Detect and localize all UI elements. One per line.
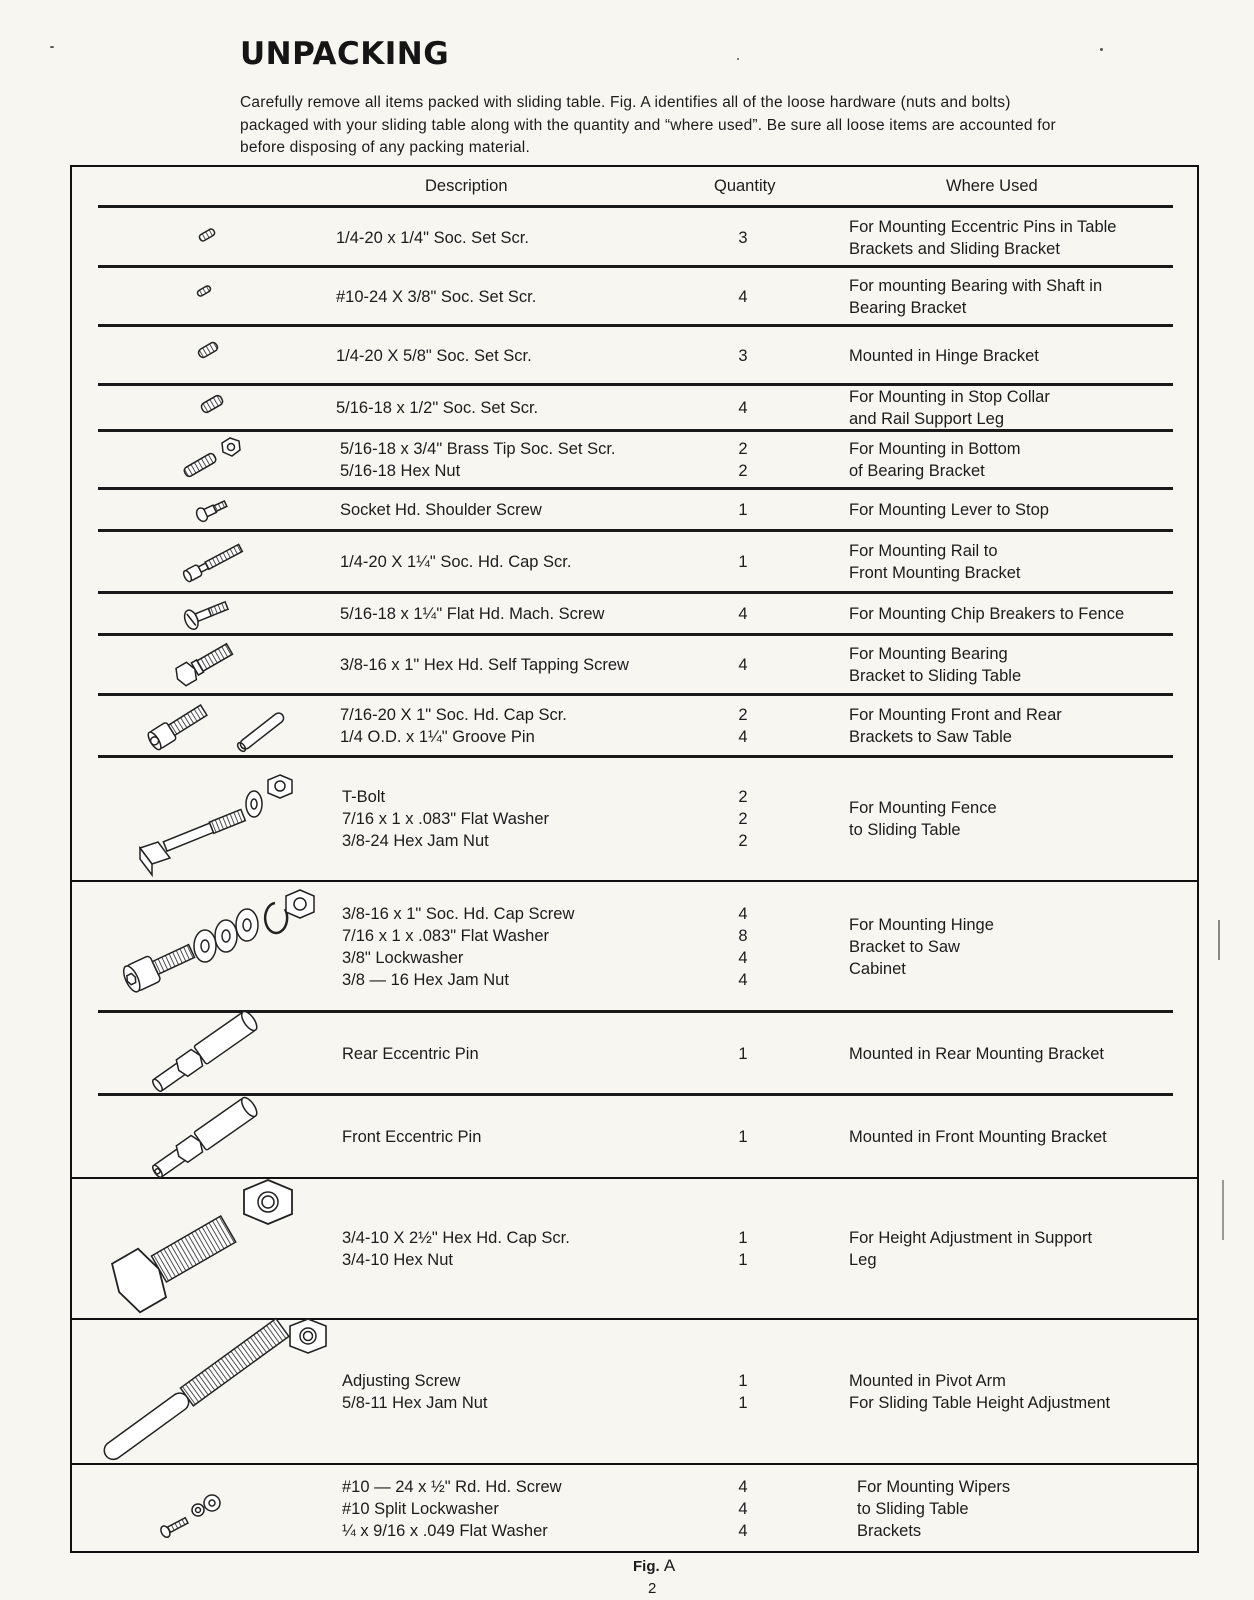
description-cell-line: 5/16-18 x 1¼" Flat Hd. Mach. Screw bbox=[340, 605, 605, 623]
where-used-cell bbox=[849, 345, 1039, 367]
quantity-cell bbox=[723, 1476, 763, 1542]
where-used-cell bbox=[849, 603, 1124, 625]
where-used-cell-line: For Mounting Bearing bbox=[849, 645, 1008, 663]
where-used-cell-line: For Mounting in Bottom bbox=[849, 440, 1021, 458]
quantity-cell-line: 4 bbox=[738, 970, 748, 989]
where-used-cell bbox=[849, 1126, 1107, 1148]
description-cell-line: 3/8 — 16 Hex Jam Nut bbox=[342, 970, 509, 989]
where-used-cell-line: For mounting Bearing with Shaft in bbox=[849, 277, 1103, 295]
quantity-cell bbox=[723, 345, 763, 367]
description-cell-line: 7/16 x 1 x .083" Flat Washer bbox=[342, 810, 550, 828]
where-used-cell-line: Mounted in Hinge Bracket bbox=[849, 347, 1039, 365]
row-divider bbox=[98, 1093, 1173, 1096]
where-used-cell-line: to Sliding Table bbox=[849, 821, 961, 839]
where-used-cell-line: For Mounting Eccentric Pins in Table bbox=[849, 218, 1117, 236]
description-cell bbox=[336, 345, 532, 367]
where-used-cell-line: Brackets bbox=[857, 1522, 922, 1540]
description-cell bbox=[340, 551, 571, 573]
row-divider bbox=[98, 324, 1173, 327]
figure-prefix: Fig. bbox=[633, 1558, 660, 1575]
quantity-cell bbox=[723, 397, 763, 419]
where-used-cell-line: Mounted in Front Mounting Bracket bbox=[849, 1127, 1107, 1146]
description-cell bbox=[342, 1476, 562, 1542]
where-used-cell bbox=[849, 704, 1062, 748]
description-cell-line: 1/4-20 X 5/8" Soc. Set Scr. bbox=[336, 347, 532, 365]
description-cell bbox=[340, 499, 542, 521]
description-cell-line: 3/4-10 X 2½" Hex Hd. Cap Scr. bbox=[342, 1228, 570, 1247]
page-number: 2 bbox=[648, 1580, 657, 1597]
quantity-cell bbox=[723, 1126, 763, 1148]
description-cell-line: 3/8-16 x 1" Soc. Hd. Cap Screw bbox=[342, 904, 575, 923]
quantity-cell-line: 1 bbox=[738, 501, 748, 519]
where-used-cell-line: For Mounting Fence bbox=[849, 799, 997, 817]
quantity-cell-line: 4 bbox=[738, 1500, 748, 1518]
where-used-cell-line: Cabinet bbox=[849, 959, 906, 978]
figure-caption bbox=[633, 1556, 675, 1576]
row-divider bbox=[98, 205, 1173, 208]
where-used-cell-line: For Mounting Front and Rear bbox=[849, 706, 1062, 724]
row-divider bbox=[72, 1177, 1197, 1179]
where-used-cell-line: For Mounting Hinge bbox=[849, 915, 994, 934]
quantity-cell-line: 4 bbox=[738, 728, 748, 746]
where-used-cell bbox=[849, 499, 1049, 521]
where-used-cell bbox=[857, 1476, 1010, 1542]
row-divider bbox=[98, 693, 1173, 696]
where-used-cell bbox=[849, 1227, 1092, 1271]
description-cell-line: ¼ x 9/16 x .049 Flat Washer bbox=[342, 1522, 548, 1540]
where-used-cell-line: to Sliding Table bbox=[857, 1500, 969, 1518]
description-cell-line: 7/16 x 1 x .083" Flat Washer bbox=[342, 926, 550, 945]
quantity-cell-line: 3 bbox=[738, 347, 748, 365]
row-divider bbox=[72, 1463, 1197, 1465]
description-cell bbox=[336, 227, 529, 249]
quantity-cell bbox=[723, 286, 763, 308]
description-cell bbox=[342, 1227, 570, 1271]
where-used-cell-line: For Height Adjustment in Support bbox=[849, 1228, 1093, 1247]
description-cell-line: 1/4 O.D. x 1¼" Groove Pin bbox=[340, 728, 535, 746]
quantity-cell bbox=[723, 654, 763, 676]
description-cell-line: Front Eccentric Pin bbox=[342, 1127, 482, 1146]
description-cell-line: T-Bolt bbox=[342, 788, 386, 806]
where-used-cell-line: Brackets to Saw Table bbox=[849, 728, 1012, 746]
where-used-cell bbox=[849, 540, 1021, 584]
where-used-cell-line: For Mounting Rail to bbox=[849, 542, 998, 560]
description-cell bbox=[342, 786, 549, 852]
quantity-cell-line: 1 bbox=[738, 1044, 748, 1063]
quantity-cell bbox=[723, 603, 763, 625]
where-used-cell bbox=[849, 1043, 1104, 1065]
quantity-cell-line: 1 bbox=[738, 1393, 748, 1412]
where-used-cell-line: For Mounting Chip Breakers to Fence bbox=[849, 605, 1125, 623]
description-cell bbox=[342, 1043, 479, 1065]
description-cell bbox=[336, 397, 538, 419]
description-cell bbox=[340, 654, 629, 676]
description-cell bbox=[340, 704, 567, 748]
quantity-cell-line: 2 bbox=[738, 832, 748, 850]
quantity-cell-line: 4 bbox=[738, 399, 748, 417]
quantity-cell-line: 2 bbox=[738, 462, 748, 480]
description-cell-line: 5/16-18 x 1/2" Soc. Set Scr. bbox=[336, 399, 539, 417]
row-divider bbox=[72, 1318, 1197, 1320]
quantity-cell-line: 4 bbox=[738, 605, 748, 623]
header-quantity: Quantity bbox=[714, 177, 776, 195]
quantity-cell-line: 8 bbox=[738, 926, 748, 945]
quantity-cell-line: 1 bbox=[738, 1371, 748, 1390]
where-used-cell bbox=[849, 1370, 1110, 1414]
quantity-cell bbox=[723, 438, 763, 482]
quantity-cell-line: 1 bbox=[738, 1127, 748, 1146]
row-divider bbox=[72, 880, 1197, 882]
quantity-cell-line: 4 bbox=[738, 656, 748, 674]
description-cell bbox=[336, 286, 536, 308]
header-description: Description bbox=[425, 177, 508, 195]
description-cell-line: 1/4-20 x 1/4" Soc. Set Scr. bbox=[336, 229, 529, 247]
where-used-cell-line: For Sliding Table Height Adjustment bbox=[849, 1393, 1111, 1412]
description-cell-line: Socket Hd. Shoulder Screw bbox=[340, 501, 542, 519]
where-used-cell-line: Brackets and Sliding Bracket bbox=[849, 240, 1060, 258]
where-used-cell-line: Leg bbox=[849, 1250, 877, 1269]
where-used-cell-line: Front Mounting Bracket bbox=[849, 564, 1021, 582]
where-used-cell-line: Mounted in Rear Mounting Bracket bbox=[849, 1044, 1104, 1063]
quantity-cell bbox=[723, 786, 763, 852]
quantity-cell-line: 4 bbox=[738, 948, 748, 967]
description-cell-line: 7/16-20 X 1" Soc. Hd. Cap Scr. bbox=[340, 706, 567, 724]
where-used-cell bbox=[849, 643, 1021, 687]
quantity-cell-line: 3 bbox=[738, 229, 748, 247]
quantity-cell bbox=[723, 1370, 763, 1414]
description-cell-line: 5/16-18 x 3/4" Brass Tip Soc. Set Scr. bbox=[340, 440, 616, 458]
quantity-cell bbox=[723, 1227, 763, 1271]
quantity-cell-line: 4 bbox=[738, 1522, 748, 1540]
quantity-cell bbox=[723, 903, 763, 991]
row-divider bbox=[98, 1010, 1173, 1013]
description-cell-line: 5/16-18 Hex Nut bbox=[340, 462, 461, 480]
figure-letter: A bbox=[663, 1556, 676, 1575]
description-cell bbox=[340, 603, 604, 625]
description-cell-line: 3/8" Lockwasher bbox=[342, 948, 464, 967]
row-divider bbox=[98, 529, 1173, 532]
quantity-cell-line: 4 bbox=[738, 1478, 748, 1496]
description-cell-line: 5/8-11 Hex Jam Nut bbox=[342, 1393, 488, 1412]
description-cell-line: Adjusting Screw bbox=[342, 1371, 461, 1390]
description-cell bbox=[342, 903, 574, 991]
where-used-cell bbox=[849, 216, 1117, 260]
description-cell bbox=[340, 438, 616, 482]
page-title: UNPACKING bbox=[240, 36, 450, 72]
row-divider bbox=[98, 591, 1173, 594]
where-used-cell-line: For Mounting Lever to Stop bbox=[849, 501, 1049, 519]
where-used-cell-line: Mounted in Pivot Arm bbox=[849, 1371, 1006, 1390]
row-divider bbox=[98, 487, 1173, 490]
where-used-cell-line: Bracket to Saw bbox=[849, 937, 960, 956]
quantity-cell bbox=[723, 499, 763, 521]
where-used-cell-line: Bracket to Sliding Table bbox=[849, 667, 1022, 685]
quantity-cell-line: 1 bbox=[738, 553, 748, 571]
quantity-cell-line: 1 bbox=[738, 1228, 748, 1247]
description-cell-line: 1/4-20 X 1¼" Soc. Hd. Cap Scr. bbox=[340, 553, 572, 571]
row-divider bbox=[98, 755, 1173, 758]
quantity-cell-line: 2 bbox=[738, 440, 748, 458]
description-cell-line: 3/8-24 Hex Jam Nut bbox=[342, 832, 489, 850]
where-used-cell-line: of Bearing Bracket bbox=[849, 462, 985, 480]
where-used-cell bbox=[849, 438, 1021, 482]
intro-paragraph: Carefully remove all items packed with sliding table. Fig. A identifies all of the loose hardware (nuts and bolts) packaged with your sliding table along with the quantity and “where used”. Be sure all loose items are accounted for before disposing of any packing material. bbox=[240, 94, 1056, 156]
where-used-cell-line: For Mounting in Stop Collar bbox=[849, 388, 1050, 406]
quantity-cell bbox=[723, 1043, 763, 1065]
description-cell-line: #10 Split Lockwasher bbox=[342, 1500, 499, 1518]
quantity-cell-line: 2 bbox=[738, 810, 748, 828]
quantity-cell-line: 4 bbox=[738, 904, 748, 923]
where-used-cell bbox=[849, 797, 997, 841]
row-divider bbox=[98, 633, 1173, 636]
hardware-table-frame bbox=[70, 165, 1199, 1553]
quantity-cell-line: 2 bbox=[738, 706, 748, 724]
description-cell bbox=[342, 1370, 488, 1414]
description-cell bbox=[342, 1126, 481, 1148]
where-used-cell-line: and Rail Support Leg bbox=[849, 410, 1005, 428]
quantity-cell bbox=[723, 551, 763, 573]
where-used-cell bbox=[849, 386, 1050, 430]
quantity-cell-line: 2 bbox=[738, 788, 748, 806]
description-cell-line: #10 — 24 x ½" Rd. Hd. Screw bbox=[342, 1478, 562, 1496]
where-used-cell-line: For Mounting Wipers bbox=[857, 1478, 1011, 1496]
description-cell-line: Rear Eccentric Pin bbox=[342, 1044, 479, 1063]
header-where-used: Where Used bbox=[946, 177, 1038, 195]
description-cell-line: 3/4-10 Hex Nut bbox=[342, 1250, 453, 1269]
where-used-cell-line: Bearing Bracket bbox=[849, 299, 967, 317]
description-cell-line: #10-24 X 3/8" Soc. Set Scr. bbox=[336, 288, 537, 306]
where-used-cell bbox=[849, 914, 994, 980]
quantity-cell-line: 4 bbox=[738, 288, 748, 306]
quantity-cell bbox=[723, 704, 763, 748]
quantity-cell-line: 1 bbox=[738, 1250, 748, 1269]
quantity-cell bbox=[723, 227, 763, 249]
where-used-cell bbox=[849, 275, 1102, 319]
row-divider bbox=[98, 265, 1173, 268]
description-cell-line: 3/8-16 x 1" Hex Hd. Self Tapping Screw bbox=[340, 656, 629, 674]
